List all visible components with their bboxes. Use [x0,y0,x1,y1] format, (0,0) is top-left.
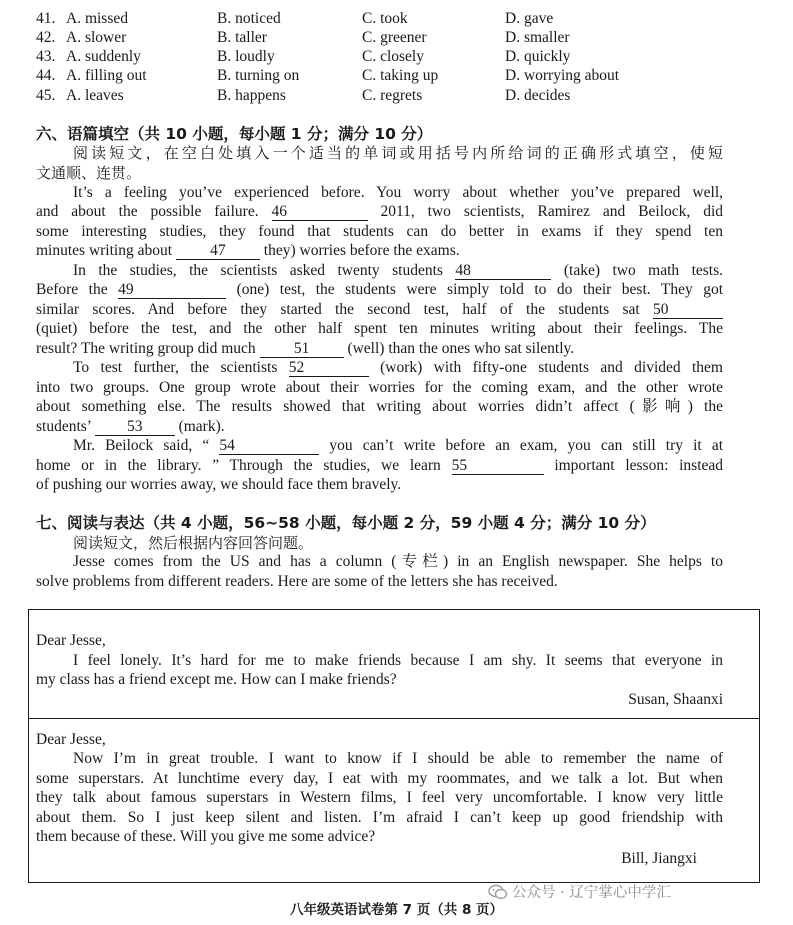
option-d: D. worrying about [505,67,620,84]
blank-53[interactable]: 53 [95,418,175,436]
blank-49[interactable]: 49 [118,281,226,299]
text-segment: students’ [36,418,91,435]
option-d: D. smaller [505,29,570,46]
passage-line [36,456,723,476]
letter-divider [28,718,760,719]
question-number: 43. [36,48,56,65]
option-a: A. slower [66,29,127,46]
letter-line: them because of these. Will you give me some advice? [36,828,376,845]
blank-50[interactable]: 50 [653,301,723,319]
option-a: A. missed [66,10,128,27]
passage-line [36,417,723,437]
section-seven-heading: 七、阅读与表达（共 4 小题，56~58 小题，每小题 2 分，59 小题 4 分；满分 10 分） [36,514,656,532]
option-c: C. greener [362,29,427,46]
page-footer: 八年级英语试卷第 7 页（共 8 页） [289,902,504,918]
passage-line: into two groups. One group wrote about their worries for the coming exam, and the other wrote [36,379,723,396]
text-segment: (work) with fifty-one students and divided them [380,359,723,376]
letter-line: about them. So I just keep silent and listen. I’m afraid I can’t keep up good friendship with [36,809,723,826]
option-d: D. quickly [505,48,571,65]
text-segment: result? The writing group did much [36,340,256,357]
letter-line: they talk about famous superstars in Western films, I feel very uncomfortable. I know very little [36,789,723,806]
letter-greeting: Dear Jesse, [36,731,106,748]
question-number: 41. [36,10,56,27]
text-segment: In the studies, the scientists asked twenty students [73,262,443,279]
blank-55[interactable]: 55 [452,457,544,475]
text-segment: they) worries before the exams. [263,242,460,259]
letter-line: I feel lonely. It’s hard for me to make friends because I am shy. It seems that everyone in [73,652,723,669]
passage-line: of pushing our worries away, we should face them bravely. [36,476,402,493]
section-six-heading: 六、语篇填空（共 10 小题，每小题 1 分；满分 10 分） [36,125,433,143]
passage-line [73,261,723,281]
passage-line [73,358,723,378]
blank-51[interactable]: 51 [260,340,344,358]
passage-line [36,280,723,300]
letter-line: some superstars. At lunchtime every day, I eat with my roommates, and we talk a lot. But when [36,770,723,787]
passage-line: about something else. The results showed that writing about worries didn’t affect (影响) the [36,398,723,415]
text-segment: (take) two math tests. [563,262,724,279]
text-segment: 2011, two scientists, Ramirez and Beilock, did [380,203,724,220]
option-c: C. regrets [362,87,423,104]
option-b: B. noticed [217,10,281,27]
option-d: D. gave [505,10,554,27]
text-segment: (one) test, the students were simply told to do their best. They got [236,281,724,298]
passage-line: some interesting studies, they found that students can do better in exams if they spend ten [36,223,723,240]
passage-line [36,339,723,359]
passage-line: (quiet) before the test, and the other half spent ten minutes writing about their feelings. The [36,320,723,337]
letter-signature: Bill, Jiangxi [621,850,697,867]
text-segment: Before the [36,281,108,298]
passage-line: It’s a feeling you’ve experienced before. You worry about whether you’ve prepared well, [73,184,723,201]
option-a: A. leaves [66,87,124,104]
option-c: C. closely [362,48,424,65]
text-segment: you can’t write before an exam, you can still try it at [329,437,724,454]
blank-52[interactable]: 52 [289,359,369,377]
option-a: A. suddenly [66,48,141,65]
intro-line: solve problems from different readers. Here are some of the letters she has received. [36,573,558,590]
text-segment: (well) than the ones who sat silently. [347,340,575,357]
question-number: 44. [36,67,56,84]
wechat-icon [488,884,508,900]
letter-line: Now I’m in great trouble. I want to know if I should be able to remember the name of [73,750,723,767]
letter-signature: Susan, Shaanxi [628,691,723,708]
text-segment: and about the possible failure. [36,203,259,220]
blank-46[interactable]: 46 [272,203,368,221]
letter-greeting: Dear Jesse, [36,632,106,649]
text-segment: important lesson: instead [554,457,724,474]
text-segment: minutes writing about [36,242,173,259]
option-d: D. decides [505,87,571,104]
blank-54[interactable]: 54 [219,437,319,455]
question-number: 42. [36,29,56,46]
option-a: A. filling out [66,67,147,84]
text-segment: similar scores. And before they started the second test, half of the students sat [36,301,640,318]
passage-line [36,241,723,261]
option-b: B. turning on [217,67,300,84]
text-segment: To test further, the scientists [73,359,278,376]
blank-48[interactable]: 48 [455,262,551,280]
option-c: C. taking up [362,67,439,84]
blank-47[interactable]: 47 [176,242,260,260]
passage-line [36,202,723,222]
text-segment: home or in the library. ” Through the studies, we learn [36,457,441,474]
intro-line: Jesse comes from the US and has a column (专栏) in an English newspaper. She helps to [73,553,723,570]
passage-line [73,436,723,456]
section-six-instruction-cont: 文通顺、连贯。 [36,164,142,182]
text-segment: Mr. Beilock said, “ [73,437,210,454]
passage-line [36,300,723,320]
section-six-instruction: 阅读短文，在空白处填入一个适当的单词或用括号内所给词的正确形式填空，使短 [73,144,723,162]
watermark-text: 公众号 · 辽宁掌心中学汇 [512,885,671,901]
section-seven-instruction: 阅读短文，然后根据内容回答问题。 [73,534,314,552]
option-b: B. taller [217,29,267,46]
option-c: C. took [362,10,408,27]
option-b: B. happens [217,87,286,104]
letter-line: my class has a friend except me. How can I make friends? [36,671,397,688]
option-b: B. loudly [217,48,275,65]
text-segment: (mark). [178,418,225,435]
question-number: 45. [36,87,56,104]
